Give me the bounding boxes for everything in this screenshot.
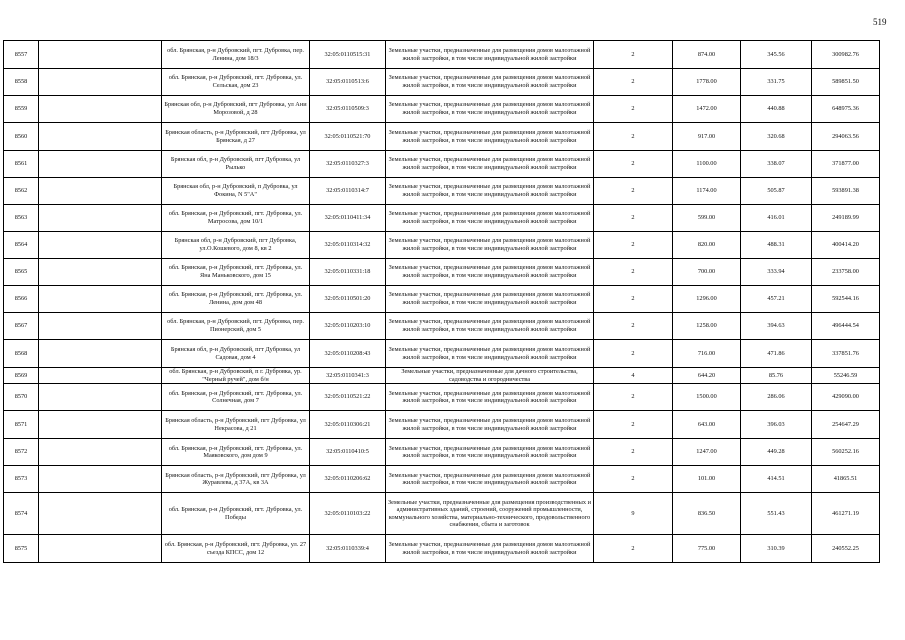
spacer-cell-cell bbox=[39, 69, 162, 96]
land-use-group-cell: 2 bbox=[594, 96, 673, 123]
cadastral-value-cell: 240552.25 bbox=[812, 535, 880, 563]
land-use-group-cell: 2 bbox=[594, 151, 673, 178]
cadastral-value-cell: 560252.16 bbox=[812, 439, 880, 466]
specific-value-cell: 440.88 bbox=[741, 96, 812, 123]
specific-value-cell: 331.75 bbox=[741, 69, 812, 96]
land-use-purpose-cell: Земельные участки, предназначенные для размещения домов малоэтажной жилой застройки, в том числе индивидуальной жилой застройки bbox=[386, 411, 594, 439]
land-use-group-cell: 2 bbox=[594, 286, 673, 313]
address-cell: Брянская область, р-н Дубровский, пгт Дубровка, ул Некрасова, д 21 bbox=[162, 411, 310, 439]
cadastral-value-cell: 592544.16 bbox=[812, 286, 880, 313]
table-body bbox=[4, 41, 880, 563]
specific-value-cell: 345.56 bbox=[741, 41, 812, 69]
land-use-purpose-cell: Земельные участки, предназначенные для размещения производственных и административных зданий, строений, сооружений промышленности, коммунального хозяйства, материально-технического, продовольственного снабжения, сбыта и заготовок bbox=[386, 493, 594, 535]
land-use-purpose-cell: Земельные участки, предназначенные для размещения домов малоэтажной жилой застройки, в том числе индивидуальной жилой застройки bbox=[386, 178, 594, 205]
record-number-cell: 8572 bbox=[4, 439, 39, 466]
address-cell: Брянская область, р-н Дубровский, пгт Дубровка, ул Брянская, д 27 bbox=[162, 123, 310, 151]
area-cell: 836.50 bbox=[673, 493, 741, 535]
address-cell: обл. Брянская, р-н Дубровский, пгт. Дубровка, ул. Сельская, дом 23 bbox=[162, 69, 310, 96]
area-cell: 644.20 bbox=[673, 368, 741, 384]
spacer-cell-cell bbox=[39, 178, 162, 205]
table-row bbox=[4, 411, 880, 439]
record-number-cell: 8563 bbox=[4, 205, 39, 232]
address-cell: обл. Брянская, р-н Дубровский, пгт. Дубровка, пер. Ленина, дом 18/3 bbox=[162, 41, 310, 69]
specific-value-cell: 416.01 bbox=[741, 205, 812, 232]
land-use-group-cell: 2 bbox=[594, 466, 673, 493]
spacer-cell-cell bbox=[39, 313, 162, 340]
record-number-cell: 8566 bbox=[4, 286, 39, 313]
table-row bbox=[4, 493, 880, 535]
area-cell: 1258.00 bbox=[673, 313, 741, 340]
cadastral-number-cell: 32:05:0110410:5 bbox=[310, 439, 386, 466]
cadastral-number-cell: 32:05:0110341:3 bbox=[310, 368, 386, 384]
specific-value-cell: 551.43 bbox=[741, 493, 812, 535]
land-use-group-cell: 2 bbox=[594, 205, 673, 232]
land-use-purpose-cell: Земельные участки, предназначенные для размещения домов малоэтажной жилой застройки, в том числе индивидуальной жилой застройки bbox=[386, 439, 594, 466]
cadastral-value-cell: 589851.50 bbox=[812, 69, 880, 96]
table-row bbox=[4, 466, 880, 493]
record-number-cell: 8574 bbox=[4, 493, 39, 535]
spacer-cell-cell bbox=[39, 123, 162, 151]
record-number-cell: 8559 bbox=[4, 96, 39, 123]
cadastral-value-cell: 41865.51 bbox=[812, 466, 880, 493]
spacer-cell-cell bbox=[39, 259, 162, 286]
land-use-purpose-cell: Земельные участки, предназначенные для размещения домов малоэтажной жилой застройки, в том числе индивидуальной жилой застройки bbox=[386, 151, 594, 178]
cadastral-value-cell: 593891.38 bbox=[812, 178, 880, 205]
specific-value-cell: 414.51 bbox=[741, 466, 812, 493]
address-cell: Брянская обл, р-н Дубровский, пгт Дубровка, ул Рылько bbox=[162, 151, 310, 178]
cadastral-value-cell: 233758.00 bbox=[812, 259, 880, 286]
table-row bbox=[4, 259, 880, 286]
cadastral-number-cell: 32:05:0110509:3 bbox=[310, 96, 386, 123]
spacer-cell-cell bbox=[39, 41, 162, 69]
table-row bbox=[4, 439, 880, 466]
table-row bbox=[4, 96, 880, 123]
record-number-cell: 8573 bbox=[4, 466, 39, 493]
area-cell: 700.00 bbox=[673, 259, 741, 286]
address-cell: обл. Брянская, р-н Дубровский, пгт. Дубровка, ул. Победы bbox=[162, 493, 310, 535]
spacer-cell-cell bbox=[39, 151, 162, 178]
record-number-cell: 8560 bbox=[4, 123, 39, 151]
area-cell: 1778.00 bbox=[673, 69, 741, 96]
address-cell: обл. Брянская, р-н Дубровский, пгт. Дубровка, ул. 27 съезда КПСС, дом 12 bbox=[162, 535, 310, 563]
spacer-cell-cell bbox=[39, 205, 162, 232]
land-use-group-cell: 4 bbox=[594, 368, 673, 384]
address-cell: обл. Брянская, р-н Дубровский, пгт. Дубровка, ул. Матросова, дом 10/1 bbox=[162, 205, 310, 232]
cadastral-value-cell: 461271.19 bbox=[812, 493, 880, 535]
record-number-cell: 8575 bbox=[4, 535, 39, 563]
address-cell: обл. Брянская, р-н Дубровский, пгт. Дубровка, пер. Пионерский, дом 5 bbox=[162, 313, 310, 340]
record-number-cell: 8565 bbox=[4, 259, 39, 286]
record-number-cell: 8571 bbox=[4, 411, 39, 439]
address-cell: Брянская обл, р-н Дубровский, пгт Дубровка, ул.О.Кошевого, дом 8, кв 2 bbox=[162, 232, 310, 259]
area-cell: 1174.00 bbox=[673, 178, 741, 205]
cadastral-number-cell: 32:05:0110103:22 bbox=[310, 493, 386, 535]
table-row bbox=[4, 205, 880, 232]
cadastral-number-cell: 32:05:0110411:34 bbox=[310, 205, 386, 232]
land-use-purpose-cell: Земельные участки, предназначенные для размещения домов малоэтажной жилой застройки, в том числе индивидуальной жилой застройки bbox=[386, 466, 594, 493]
spacer-cell-cell bbox=[39, 384, 162, 411]
area-cell: 1247.00 bbox=[673, 439, 741, 466]
cadastral-value-cell: 337851.76 bbox=[812, 340, 880, 368]
record-number-cell: 8561 bbox=[4, 151, 39, 178]
area-cell: 775.00 bbox=[673, 535, 741, 563]
land-use-group-cell: 2 bbox=[594, 411, 673, 439]
record-number-cell: 8570 bbox=[4, 384, 39, 411]
land-use-group-cell: 9 bbox=[594, 493, 673, 535]
record-number-cell: 8562 bbox=[4, 178, 39, 205]
table-row bbox=[4, 69, 880, 96]
area-cell: 820.00 bbox=[673, 232, 741, 259]
specific-value-cell: 286.06 bbox=[741, 384, 812, 411]
table-row bbox=[4, 178, 880, 205]
area-cell: 874.00 bbox=[673, 41, 741, 69]
cadastral-value-cell: 254647.29 bbox=[812, 411, 880, 439]
spacer-cell-cell bbox=[39, 493, 162, 535]
cadastral-value-cell: 300982.76 bbox=[812, 41, 880, 69]
land-use-purpose-cell: Земельные участки, предназначенные для размещения домов малоэтажной жилой застройки, в том числе индивидуальной жилой застройки bbox=[386, 340, 594, 368]
spacer-cell-cell bbox=[39, 535, 162, 563]
cadastral-value-cell: 249189.99 bbox=[812, 205, 880, 232]
cadastral-value-cell: 429090.00 bbox=[812, 384, 880, 411]
cadastral-number-cell: 32:05:0110327:3 bbox=[310, 151, 386, 178]
specific-value-cell: 488.31 bbox=[741, 232, 812, 259]
land-use-group-cell: 2 bbox=[594, 259, 673, 286]
cadastral-number-cell: 32:05:0110203:10 bbox=[310, 313, 386, 340]
cadastral-value-cell: 648975.36 bbox=[812, 96, 880, 123]
page-number: 519 bbox=[873, 17, 887, 27]
specific-value-cell: 394.63 bbox=[741, 313, 812, 340]
spacer-cell-cell bbox=[39, 340, 162, 368]
address-cell: Брянская обл, р-н Дубровский, пгт Дубровка, ул Ани Морозовой, д 28 bbox=[162, 96, 310, 123]
area-cell: 643.00 bbox=[673, 411, 741, 439]
cadastral-number-cell: 32:05:0110314:32 bbox=[310, 232, 386, 259]
specific-value-cell: 320.68 bbox=[741, 123, 812, 151]
specific-value-cell: 310.39 bbox=[741, 535, 812, 563]
specific-value-cell: 338.07 bbox=[741, 151, 812, 178]
cadastral-number-cell: 32:05:0110339:4 bbox=[310, 535, 386, 563]
specific-value-cell: 396.03 bbox=[741, 411, 812, 439]
land-use-group-cell: 2 bbox=[594, 384, 673, 411]
cadastral-value-cell: 371877.00 bbox=[812, 151, 880, 178]
spacer-cell-cell bbox=[39, 439, 162, 466]
cadastral-value-cell: 496444.54 bbox=[812, 313, 880, 340]
area-cell: 917.00 bbox=[673, 123, 741, 151]
record-number-cell: 8558 bbox=[4, 69, 39, 96]
specific-value-cell: 457.21 bbox=[741, 286, 812, 313]
spacer-cell-cell bbox=[39, 232, 162, 259]
land-use-group-cell: 2 bbox=[594, 41, 673, 69]
table-row bbox=[4, 368, 880, 384]
land-use-purpose-cell: Земельные участки, предназначенные для дачного строительства, садоводства и огородничества bbox=[386, 368, 594, 384]
spacer-cell-cell bbox=[39, 368, 162, 384]
land-use-purpose-cell: Земельные участки, предназначенные для размещения домов малоэтажной жилой застройки, в том числе индивидуальной жилой застройки bbox=[386, 123, 594, 151]
address-cell: обл. Брянская, р-н Дубровский, пгт. Дубровка, ул. Яна Маньковского, дом 15 bbox=[162, 259, 310, 286]
record-number-cell: 8567 bbox=[4, 313, 39, 340]
cadastral-number-cell: 32:05:0110206:62 bbox=[310, 466, 386, 493]
cadastral-value-cell: 400414.20 bbox=[812, 232, 880, 259]
area-cell: 1500.00 bbox=[673, 384, 741, 411]
table-row bbox=[4, 313, 880, 340]
area-cell: 716.00 bbox=[673, 340, 741, 368]
area-cell: 1296.00 bbox=[673, 286, 741, 313]
spacer-cell-cell bbox=[39, 286, 162, 313]
address-cell: Брянская обл, р-н Дубровский, п Дубровка, ул Фокина, N 5"А" bbox=[162, 178, 310, 205]
table-row bbox=[4, 41, 880, 69]
land-use-purpose-cell: Земельные участки, предназначенные для размещения домов малоэтажной жилой застройки, в том числе индивидуальной жилой застройки bbox=[386, 535, 594, 563]
cadastral-number-cell: 32:05:0110521:70 bbox=[310, 123, 386, 151]
land-use-purpose-cell: Земельные участки, предназначенные для размещения домов малоэтажной жилой застройки, в том числе индивидуальной жилой застройки bbox=[386, 96, 594, 123]
land-use-group-cell: 2 bbox=[594, 69, 673, 96]
cadastral-value-cell: 294063.56 bbox=[812, 123, 880, 151]
cadastral-number-cell: 32:05:0110208:43 bbox=[310, 340, 386, 368]
land-use-group-cell: 2 bbox=[594, 123, 673, 151]
land-use-group-cell: 2 bbox=[594, 232, 673, 259]
land-use-group-cell: 2 bbox=[594, 178, 673, 205]
cadastral-number-cell: 32:05:0110314:7 bbox=[310, 178, 386, 205]
land-use-purpose-cell: Земельные участки, предназначенные для размещения домов малоэтажной жилой застройки, в том числе индивидуальной жилой застройки bbox=[386, 286, 594, 313]
address-cell: обл. Брянская, р-н Дубровский, п г. Дубровка, ур. "Черный ручей", дом б/н bbox=[162, 368, 310, 384]
table-row bbox=[4, 286, 880, 313]
record-number-cell: 8569 bbox=[4, 368, 39, 384]
spacer-cell-cell bbox=[39, 96, 162, 123]
land-use-group-cell: 2 bbox=[594, 313, 673, 340]
cadastral-number-cell: 32:05:0110331:18 bbox=[310, 259, 386, 286]
cadastral-value-table bbox=[3, 40, 880, 563]
cadastral-number-cell: 32:05:0110306:21 bbox=[310, 411, 386, 439]
area-cell: 1472.00 bbox=[673, 96, 741, 123]
address-cell: обл. Брянская, р-н Дубровский, пгт. Дубровка, ул. Маяковского, дом дом 9 bbox=[162, 439, 310, 466]
record-number-cell: 8564 bbox=[4, 232, 39, 259]
land-use-group-cell: 2 bbox=[594, 535, 673, 563]
table-row bbox=[4, 340, 880, 368]
address-cell: Брянская обл, р-н Дубровский, пгт Дубровка, ул Садовая, дом 4 bbox=[162, 340, 310, 368]
cadastral-number-cell: 32:05:0110513:6 bbox=[310, 69, 386, 96]
specific-value-cell: 85.76 bbox=[741, 368, 812, 384]
area-cell: 599.00 bbox=[673, 205, 741, 232]
table-row bbox=[4, 123, 880, 151]
cadastral-number-cell: 32:05:0110521:22 bbox=[310, 384, 386, 411]
specific-value-cell: 449.28 bbox=[741, 439, 812, 466]
area-cell: 1100.00 bbox=[673, 151, 741, 178]
specific-value-cell: 471.86 bbox=[741, 340, 812, 368]
land-use-purpose-cell: Земельные участки, предназначенные для размещения домов малоэтажной жилой застройки, в том числе индивидуальной жилой застройки bbox=[386, 313, 594, 340]
land-use-group-cell: 2 bbox=[594, 340, 673, 368]
area-cell: 101.00 bbox=[673, 466, 741, 493]
address-cell: обл. Брянская, р-н Дубровский, пгт. Дубровка, ул. Ленина, дом дом 48 bbox=[162, 286, 310, 313]
land-use-purpose-cell: Земельные участки, предназначенные для размещения домов малоэтажной жилой застройки, в том числе индивидуальной жилой застройки bbox=[386, 69, 594, 96]
cadastral-value-cell: 55246.59 bbox=[812, 368, 880, 384]
table-row bbox=[4, 151, 880, 178]
land-use-purpose-cell: Земельные участки, предназначенные для размещения домов малоэтажной жилой застройки, в том числе индивидуальной жилой застройки bbox=[386, 259, 594, 286]
specific-value-cell: 505.87 bbox=[741, 178, 812, 205]
address-cell: обл. Брянская, р-н Дубровский, пгт. Дубровка, ул. Солнечная, дом 7 bbox=[162, 384, 310, 411]
spacer-cell-cell bbox=[39, 411, 162, 439]
record-number-cell: 8557 bbox=[4, 41, 39, 69]
specific-value-cell: 333.94 bbox=[741, 259, 812, 286]
cadastral-number-cell: 32:05:0110501:20 bbox=[310, 286, 386, 313]
table-row bbox=[4, 232, 880, 259]
table-row bbox=[4, 384, 880, 411]
land-use-purpose-cell: Земельные участки, предназначенные для размещения домов малоэтажной жилой застройки, в том числе индивидуальной жилой застройки bbox=[386, 384, 594, 411]
cadastral-number-cell: 32:05:0110515:31 bbox=[310, 41, 386, 69]
land-use-group-cell: 2 bbox=[594, 439, 673, 466]
land-use-purpose-cell: Земельные участки, предназначенные для размещения домов малоэтажной жилой застройки, в том числе индивидуальной жилой застройки bbox=[386, 41, 594, 69]
table-row bbox=[4, 535, 880, 563]
record-number-cell: 8568 bbox=[4, 340, 39, 368]
spacer-cell-cell bbox=[39, 466, 162, 493]
address-cell: Брянская область, р-н Дубровский, пгт Дубровка, ул Журавлева, д 37А, кв 3А bbox=[162, 466, 310, 493]
land-use-purpose-cell: Земельные участки, предназначенные для размещения домов малоэтажной жилой застройки, в том числе индивидуальной жилой застройки bbox=[386, 205, 594, 232]
land-use-purpose-cell: Земельные участки, предназначенные для размещения домов малоэтажной жилой застройки, в том числе индивидуальной жилой застройки bbox=[386, 232, 594, 259]
